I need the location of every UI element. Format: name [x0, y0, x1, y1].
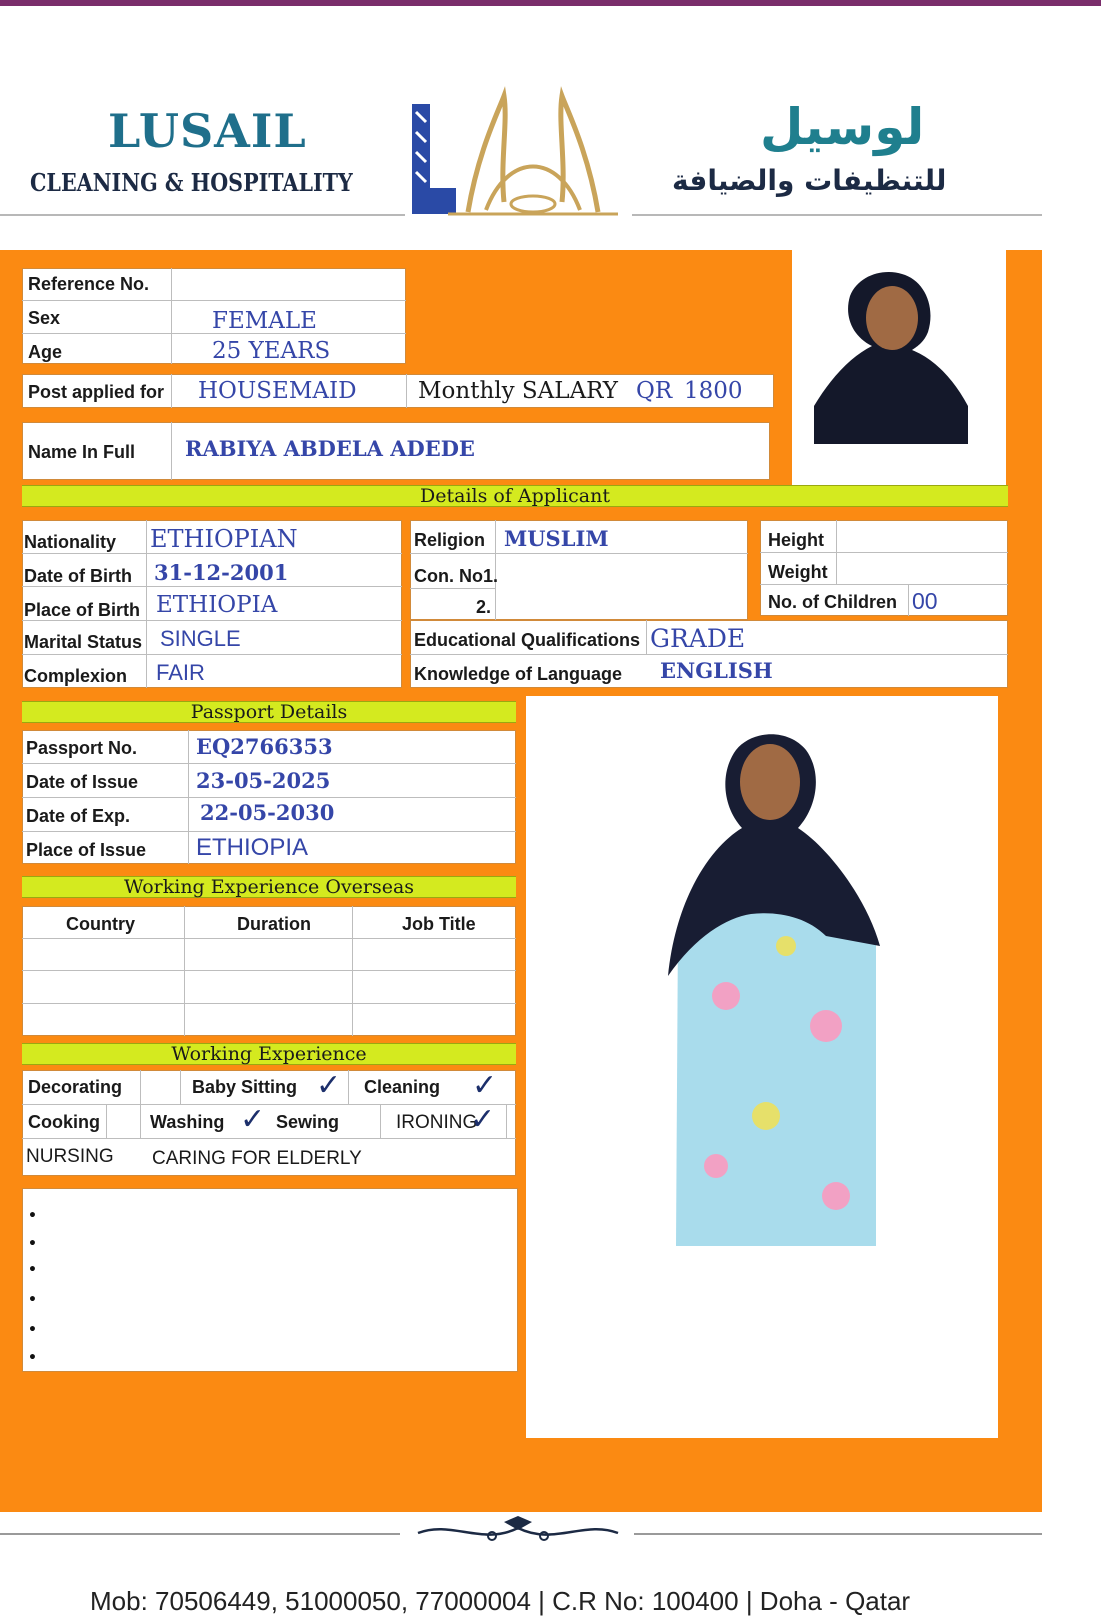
issue-date-value: 23-05-2025	[196, 768, 331, 793]
skill-baby-sitting: Baby Sitting	[192, 1077, 298, 1097]
children-label: No. of Children	[768, 592, 897, 612]
cleaning-check-icon: ✓	[472, 1068, 498, 1103]
issue-place-value: ETHIOPIA	[196, 834, 309, 861]
religion-value: MUSLIM	[504, 526, 609, 551]
full-length-photo	[526, 696, 998, 1438]
children-value: 00	[912, 588, 938, 614]
top-accent-bar	[0, 0, 1101, 6]
age-label: Age	[28, 342, 63, 362]
company-tagline-en: CLEANING & HOSPITALITY	[30, 168, 353, 197]
dob-label: Date of Birth	[24, 566, 132, 586]
salary-currency: QR	[636, 378, 673, 404]
overseas-section-header: Working Experience Overseas	[22, 876, 516, 898]
language-value: ENGLISH	[660, 658, 773, 683]
religion-label: Religion	[414, 530, 485, 550]
notes-box	[22, 1188, 518, 1372]
note-bullet: •	[28, 1236, 37, 1252]
skill-elderly-care: CARING FOR ELDERLY	[152, 1148, 362, 1169]
expiry-date-value: 22-05-2030	[200, 800, 335, 825]
footer-rule-right	[634, 1533, 1042, 1535]
passport-section-header: Passport Details	[22, 701, 516, 723]
expiry-date-label: Date of Exp.	[26, 806, 131, 826]
issue-date-label: Date of Issue	[26, 772, 139, 792]
ironing-check-icon: ✓	[470, 1102, 496, 1137]
header-rule-left	[0, 214, 405, 216]
sex-label: Sex	[28, 308, 61, 328]
note-bullet: •	[28, 1292, 37, 1308]
skill-ironing: IRONING	[396, 1112, 478, 1133]
name-value: RABIYA ABDELA ADEDE	[185, 436, 475, 461]
skill-nursing: NURSING	[26, 1146, 114, 1167]
weight-label: Weight	[768, 562, 828, 582]
sex-value: FEMALE	[212, 308, 317, 334]
full-length-photo-frame	[526, 696, 998, 1438]
skill-cleaning: Cleaning	[364, 1077, 441, 1097]
language-label: Knowledge of Language	[414, 664, 623, 684]
reference-label: Reference No.	[28, 274, 150, 294]
ornament-divider-icon	[412, 1516, 624, 1550]
pob-value: ETHIOPIA	[156, 592, 278, 618]
name-label: Name In Full	[28, 442, 136, 462]
lusail-emblem-icon	[408, 92, 636, 222]
contact2-label: 2.	[476, 597, 492, 617]
complexion-label: Complexion	[24, 666, 128, 686]
passport-number-value: EQ2766353	[196, 734, 333, 759]
issue-place-label: Place of Issue	[26, 840, 147, 860]
post-value: HOUSEMAID	[198, 378, 357, 404]
salary-value: 1800	[684, 378, 743, 404]
experience-section-header: Working Experience	[22, 1043, 516, 1065]
company-name-en: LUSAIL	[108, 104, 307, 158]
baby-sitting-check-icon: ✓	[316, 1068, 342, 1103]
age-value: 25 YEARS	[212, 338, 331, 364]
column-country: Country	[66, 914, 135, 934]
contact1-label: Con. No1.	[414, 566, 498, 586]
column-job-title: Job Title	[402, 914, 476, 934]
washing-check-icon: ✓	[240, 1102, 266, 1137]
note-bullet: •	[28, 1262, 37, 1278]
marital-label: Marital Status	[24, 632, 143, 652]
note-bullet: •	[28, 1208, 37, 1224]
company-tagline-ar: للتنظيفات والضيافة	[672, 164, 947, 197]
skill-decorating: Decorating	[28, 1077, 123, 1097]
passport-number-label: Passport No.	[26, 738, 138, 758]
skill-cooking: Cooking	[28, 1112, 100, 1132]
education-value: GRADE	[650, 624, 746, 653]
height-label: Height	[768, 530, 824, 550]
nationality-label: Nationality	[24, 532, 117, 552]
marital-value: SINGLE	[160, 626, 241, 651]
portrait-photo	[792, 246, 1006, 486]
note-bullet: •	[28, 1350, 37, 1366]
footer-contact: Mob: 70506449, 51000050, 77000004 | C.R No: 100400 | Doha - Qatar	[90, 1586, 911, 1616]
post-label: Post applied for	[28, 382, 165, 402]
note-bullet: •	[28, 1322, 37, 1338]
salary-label: Monthly SALARY	[418, 378, 618, 404]
nationality-value: ETHIOPIAN	[150, 525, 298, 553]
education-label: Educational Qualifications	[414, 630, 641, 650]
footer-rule-left	[0, 1533, 400, 1535]
skill-sewing: Sewing	[276, 1112, 340, 1132]
skill-washing: Washing	[150, 1112, 225, 1132]
pob-label: Place of Birth	[24, 600, 141, 620]
portrait-photo-frame	[792, 246, 1006, 486]
details-section-header: Details of Applicant	[22, 485, 1008, 507]
dob-value: 31-12-2001	[154, 560, 289, 585]
company-name-ar: لوسيل	[760, 98, 925, 156]
complexion-value: FAIR	[156, 660, 205, 685]
header-rule-right	[632, 214, 1042, 216]
column-duration: Duration	[237, 914, 311, 934]
